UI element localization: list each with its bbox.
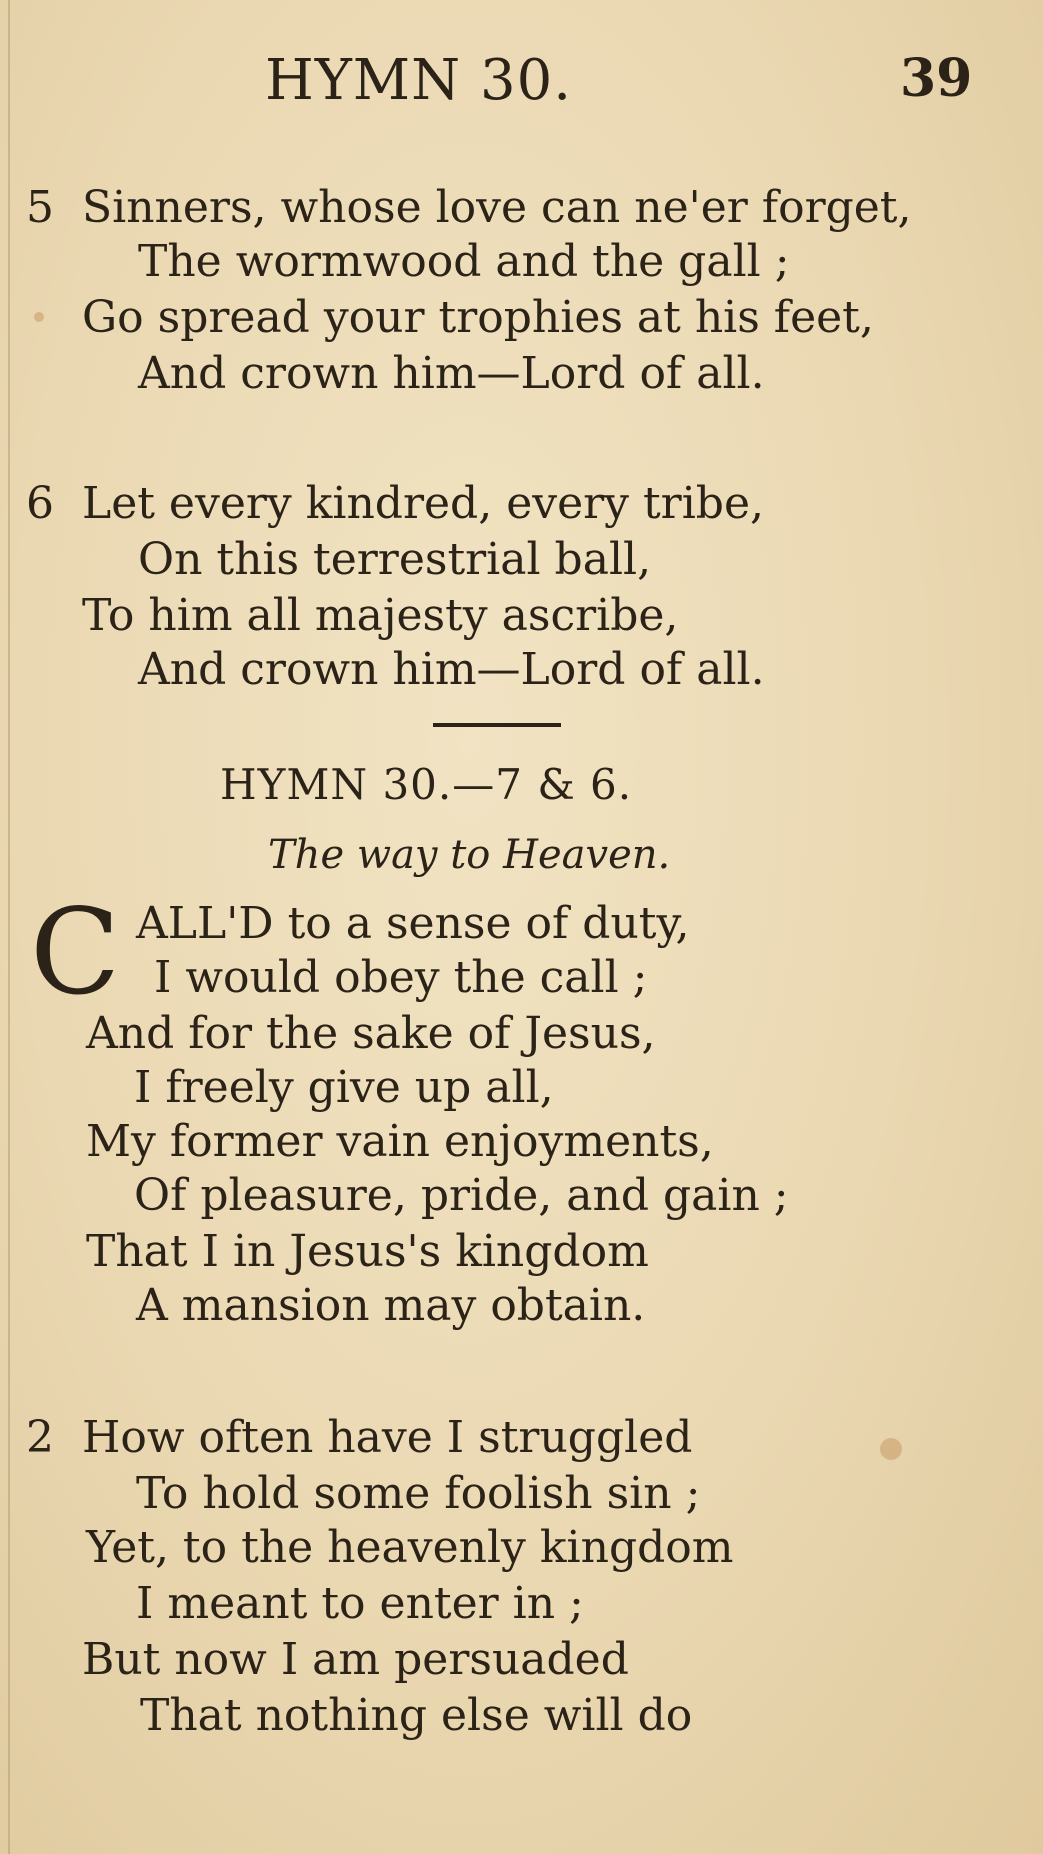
- verse-line: That nothing else will do: [140, 1690, 693, 1741]
- verse-line: Of pleasure, pride, and gain ;: [134, 1170, 789, 1221]
- stanza-number: 5: [26, 182, 54, 233]
- verse-line: And crown him—Lord of all.: [138, 644, 765, 695]
- verse-line: Yet, to the heavenly kingdom: [86, 1522, 734, 1573]
- drop-cap: C: [30, 883, 121, 1021]
- verse-line: And crown him—Lord of all.: [138, 348, 765, 399]
- paper-stain: [880, 1438, 902, 1460]
- verse-line: To him all majesty ascribe,: [82, 590, 679, 641]
- paper-stain: [34, 312, 44, 322]
- verse-line: Go spread your trophies at his feet,: [82, 292, 874, 343]
- verse-line: I meant to enter in ;: [136, 1578, 584, 1629]
- running-title: HYMN 30.: [265, 48, 573, 113]
- hymn-subtitle: The way to Heaven.: [268, 832, 671, 878]
- running-head: [0, 48, 1043, 118]
- verse-line: I freely give up all,: [134, 1062, 554, 1113]
- hymn-heading: HYMN 30.—7 & 6.: [220, 760, 633, 809]
- verse-line: But now I am persuaded: [82, 1634, 629, 1685]
- verse-line: And for the sake of Jesus,: [86, 1008, 656, 1059]
- verse-line: The wormwood and the gall ;: [138, 236, 790, 287]
- verse-line: How often have I struggled: [82, 1412, 693, 1463]
- verse-line: Let every kindred, every tribe,: [82, 478, 764, 529]
- verse-line: I would obey the call ;: [154, 952, 648, 1003]
- verse-line: To hold some foolish sin ;: [136, 1468, 701, 1519]
- verse-line: Sinners, whose love can ne'er forget,: [82, 182, 912, 233]
- verse-line: A mansion may obtain.: [136, 1280, 646, 1331]
- stanza-number: 6: [26, 478, 54, 529]
- verse-line: That I in Jesus's kingdom: [86, 1226, 649, 1277]
- stanza-number: 2: [26, 1412, 54, 1463]
- page-edge: [8, 0, 10, 1854]
- verse-line: ALL'D to a sense of duty,: [136, 898, 690, 949]
- verse-line: My former vain enjoyments,: [86, 1116, 714, 1167]
- verse-line: On this terrestrial ball,: [138, 534, 652, 585]
- section-divider: [433, 723, 561, 727]
- page-number: 39: [900, 48, 973, 109]
